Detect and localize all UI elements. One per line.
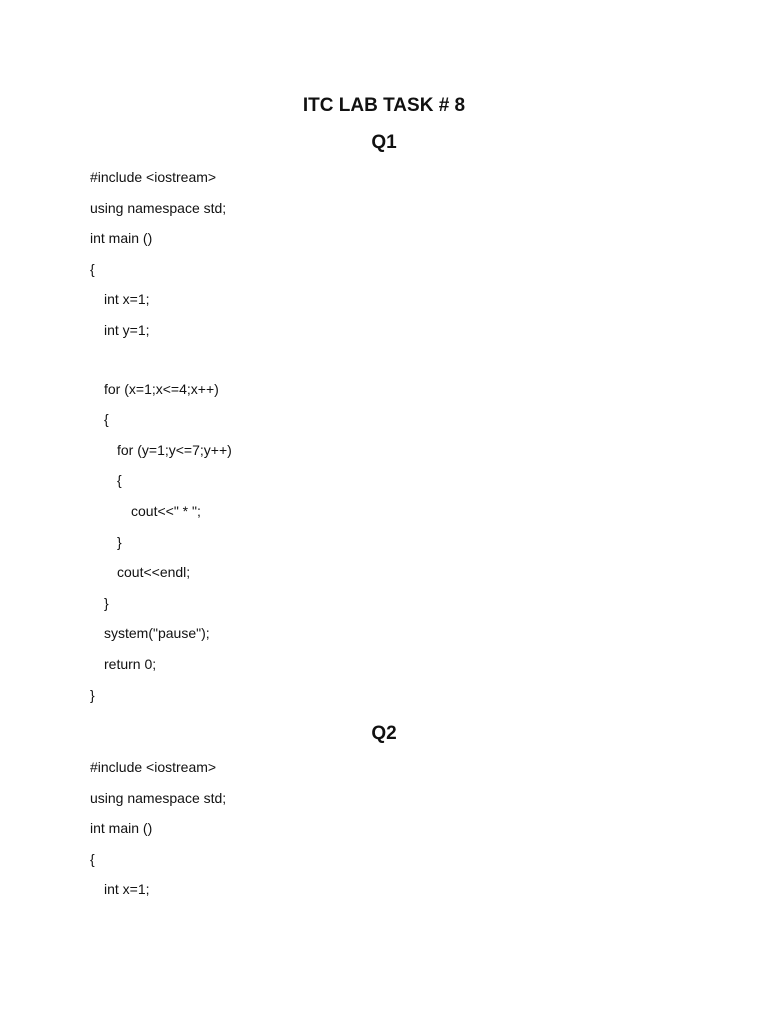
code-line: cout<<endl; bbox=[117, 564, 191, 581]
code-line: { bbox=[90, 850, 95, 867]
code-line: using namespace std; bbox=[90, 199, 227, 216]
section-heading-q2: Q2 bbox=[371, 723, 397, 744]
code-line: return 0; bbox=[104, 655, 157, 672]
code-line: int y=1; bbox=[104, 321, 150, 338]
document-title: ITC LAB TASK # 8 bbox=[302, 95, 466, 116]
code-line: using namespace std; bbox=[90, 789, 227, 806]
section-heading-q1: Q1 bbox=[371, 132, 397, 153]
code-line: { bbox=[117, 472, 122, 489]
code-line: { bbox=[90, 260, 95, 277]
code-line: cout<<" * "; bbox=[131, 502, 201, 519]
code-line: { bbox=[104, 411, 109, 428]
code-line bbox=[90, 351, 232, 379]
code-line: for (y=1;y<=7;y++) bbox=[117, 441, 232, 458]
code-line: #include <iostream> bbox=[90, 759, 217, 775]
code-line: } bbox=[104, 594, 109, 611]
code-line: #include <iostream> bbox=[90, 169, 217, 185]
code-line: int main () bbox=[90, 820, 153, 837]
code-block-q2 bbox=[90, 757, 226, 910]
code-line: } bbox=[117, 533, 122, 550]
code-line: int x=1; bbox=[104, 881, 150, 898]
code-line: for (x=1;x<=4;x++) bbox=[104, 380, 219, 397]
code-line: } bbox=[90, 686, 95, 703]
code-block-q1 bbox=[90, 167, 232, 715]
code-line: int main () bbox=[90, 230, 153, 247]
code-line: system("pause"); bbox=[104, 625, 210, 642]
code-line: int x=1; bbox=[104, 291, 150, 308]
